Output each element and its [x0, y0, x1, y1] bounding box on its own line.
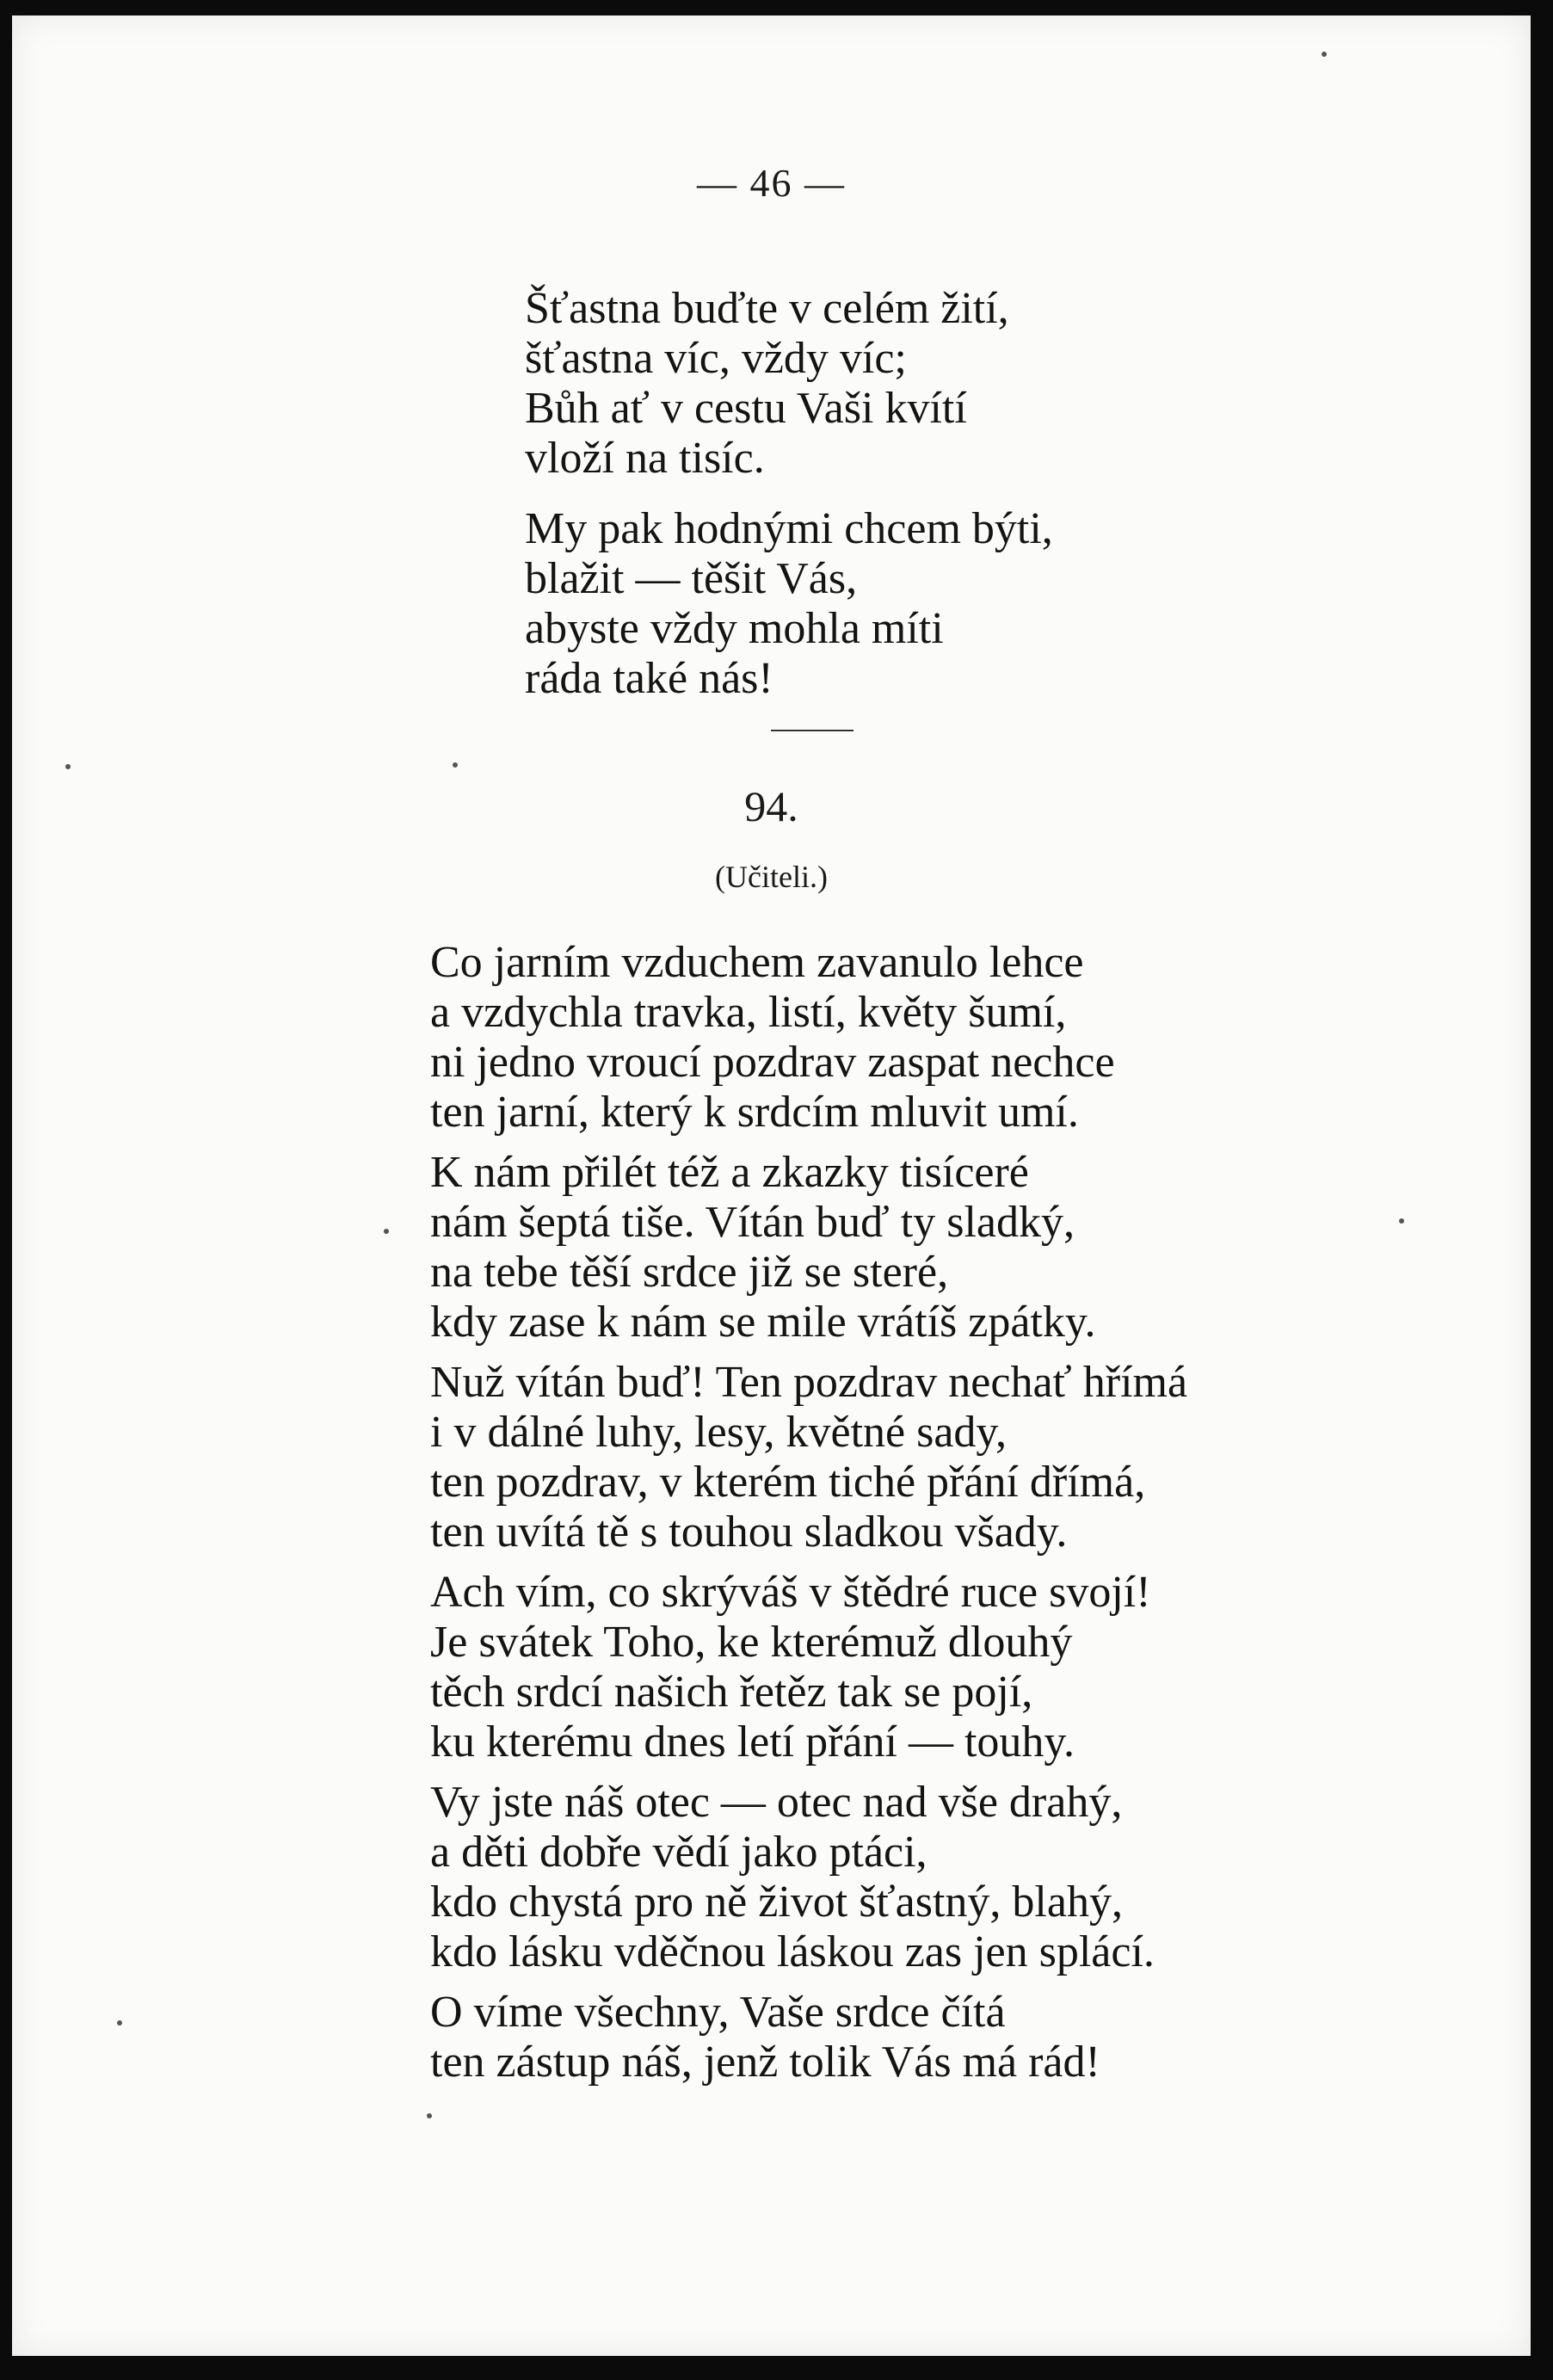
verse-line: kdo lásku vděčnou láskou zas jen splácí.: [430, 1927, 1155, 1976]
book-page: [12, 15, 1531, 2356]
verse-line: Co jarním vzduchem zavanulo lehce: [430, 938, 1084, 987]
verse-line: Ach vím, co skrýváš v štědré ruce svojí!: [430, 1568, 1151, 1617]
poem-separator-rule: [771, 730, 854, 731]
scan-speck: [453, 762, 458, 768]
verse-line: ten pozdrav, v kterém tiché přání dřímá,: [430, 1458, 1146, 1507]
verse-line: blažit — těšit Vás,: [525, 554, 858, 603]
verse-line: ráda také nás!: [525, 654, 773, 703]
verse-line: šťastna víc, vždy víc;: [525, 334, 907, 383]
scan-speck: [65, 764, 71, 769]
verse-line: ten uvítá tě s touhou sladkou všady.: [430, 1508, 1068, 1557]
verse-line: nám šeptá tiše. Vítán buď ty sladký,: [430, 1198, 1075, 1247]
verse-line: Vy jste náš otec — otec nad vše drahý,: [430, 1778, 1123, 1827]
poem-94-stanza-1: [430, 938, 1115, 1138]
verse-line: My pak hodnými chcem býti,: [525, 504, 1053, 553]
poem-93-stanza-1: [525, 284, 1009, 484]
verse-line: abyste vždy mohla míti: [525, 604, 944, 653]
poem-94-stanza-4: [430, 1568, 1151, 1767]
poem-93-stanza-2: [525, 504, 1053, 704]
verse-line: kdy zase k nám se mile vrátíš zpátky.: [430, 1298, 1096, 1347]
poem-94-stanza-2: [430, 1148, 1096, 1347]
verse-line: i v dálné luhy, lesy, květné sady,: [430, 1408, 1008, 1457]
verse-line: na tebe těší srdce již se steré,: [430, 1248, 949, 1297]
scan-speck: [427, 2113, 432, 2118]
verse-line: K nám přilét též a zkazky tisíceré: [430, 1148, 1029, 1197]
verse-line: ten jarní, který k srdcím mluvit umí.: [430, 1088, 1079, 1137]
verse-line: a děti dobře vědí jako ptáci,: [430, 1828, 927, 1877]
verse-line: a vzdychla travka, listí, květy šumí,: [430, 988, 1067, 1037]
page-number: — 46 —: [697, 161, 846, 205]
verse-line: ni jedno vroucí pozdrav zaspat nechce: [430, 1038, 1115, 1087]
poem-dedication: (Učiteli.): [715, 860, 828, 894]
verse-line: ten zástup náš, jenž tolik Vás má rád!: [430, 2038, 1100, 2087]
poem-94-stanza-5: [430, 1778, 1155, 1977]
poem-94-stanza-6: [430, 1988, 1100, 2087]
verse-line: kdo chystá pro ně život šťastný, blahý,: [430, 1877, 1123, 1927]
verse-line: těch srdcí našich řetěz tak se pojí,: [430, 1668, 1033, 1717]
verse-line: Nuž vítán buď! Ten pozdrav nechať hřímá: [430, 1358, 1188, 1407]
verse-line: Je svátek Toho, ke kterémuž dlouhý: [430, 1618, 1073, 1667]
scan-speck: [384, 1229, 389, 1234]
scan-speck: [1322, 52, 1327, 57]
poem-number: 94.: [744, 782, 798, 830]
verse-line: Bůh ať v cestu Vaši kvítí: [525, 384, 967, 433]
verse-line: vloží na tisíc.: [525, 434, 765, 483]
verse-line: ku kterému dnes letí přání — touhy.: [430, 1717, 1075, 1767]
poem-94-stanza-3: [430, 1358, 1187, 1557]
scan-speck: [117, 2020, 122, 2025]
verse-line: Šťastna buďte v celém žití,: [525, 284, 1009, 333]
verse-line: O víme všechny, Vaše srdce čítá: [430, 1988, 1006, 2037]
scan-speck: [1399, 1218, 1404, 1224]
